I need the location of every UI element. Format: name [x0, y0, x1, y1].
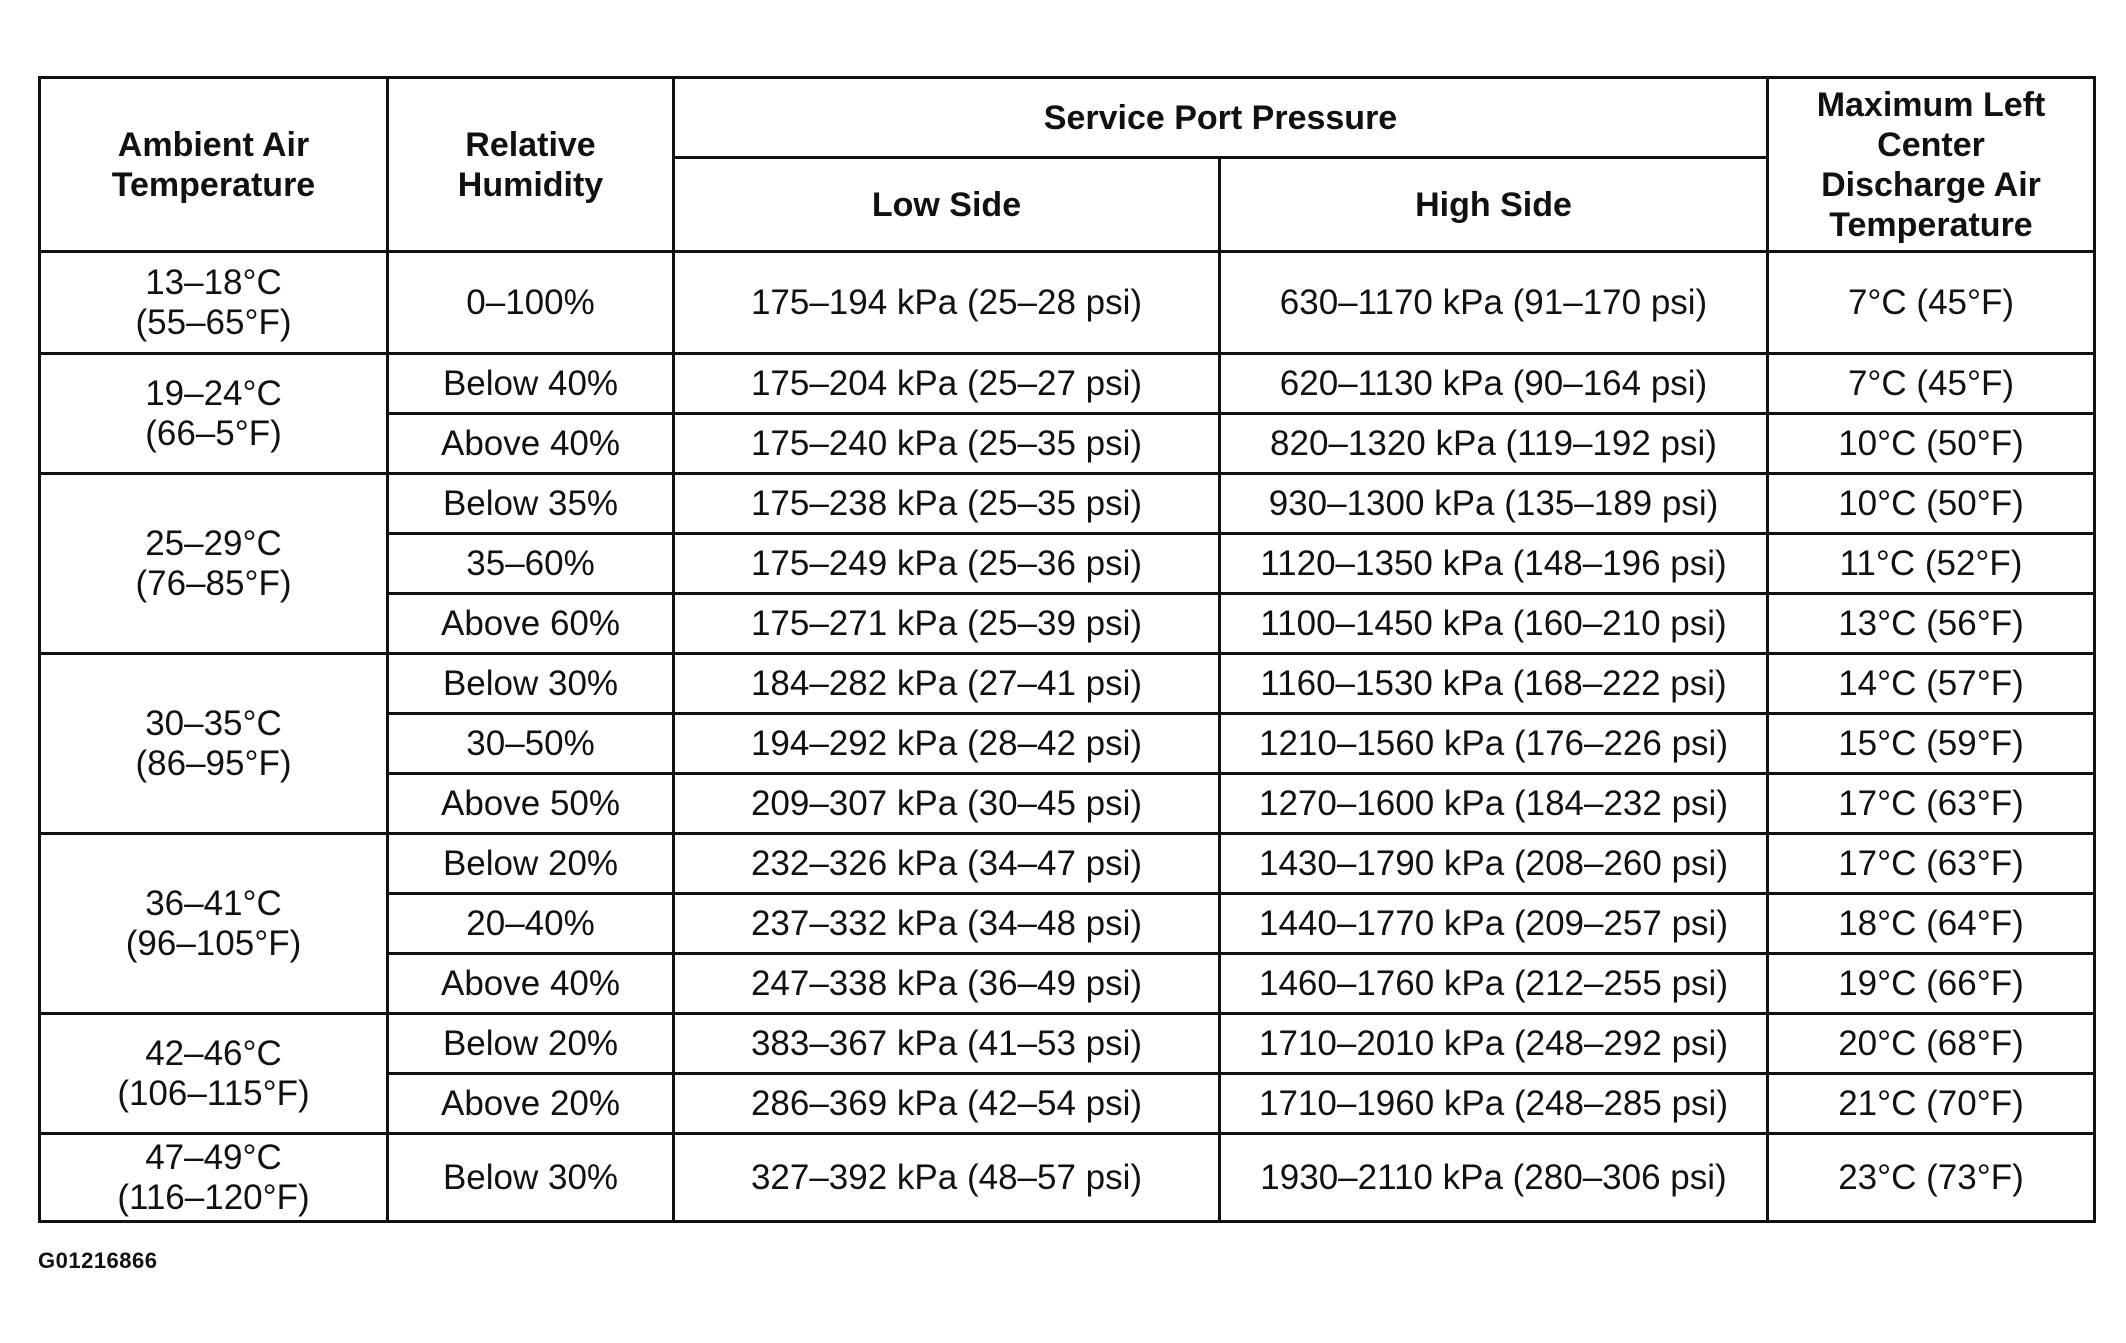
ambient-temperature-cell [40, 654, 388, 834]
header-ambient-air-temperature: Ambient Air Temperature [40, 78, 388, 252]
max-discharge-temp-cell: 14°C (57°F) [1768, 654, 2095, 714]
max-discharge-temp-cell: 20°C (68°F) [1768, 1014, 2095, 1074]
humidity-cell: Above 40% [388, 954, 674, 1014]
high-side-cell: 1930–2110 kPa (280–306 psi) [1220, 1134, 1768, 1222]
ambient-temperature-line: (55–65°F) [135, 302, 292, 342]
table-row [40, 654, 2095, 714]
table-row [40, 1014, 2095, 1074]
humidity-cell: Above 40% [388, 414, 674, 474]
high-side-cell: 630–1170 kPa (91–170 psi) [1220, 252, 1768, 354]
humidity-cell: 20–40% [388, 894, 674, 954]
low-side-cell: 175–271 kPa (25–39 psi) [674, 594, 1220, 654]
humidity-cell: Below 40% [388, 354, 674, 414]
header-service-port-pressure: Service Port Pressure [674, 78, 1768, 158]
max-discharge-temp-cell: 17°C (63°F) [1768, 834, 2095, 894]
high-side-cell: 1440–1770 kPa (209–257 psi) [1220, 894, 1768, 954]
table-row [40, 834, 2095, 894]
pressure-temperature-table [38, 76, 2096, 1223]
table-row [40, 474, 2095, 534]
low-side-cell: 175–238 kPa (25–35 psi) [674, 474, 1220, 534]
max-discharge-temp-cell: 10°C (50°F) [1768, 414, 2095, 474]
high-side-cell: 620–1130 kPa (90–164 psi) [1220, 354, 1768, 414]
ambient-temperature-line: 30–35°C [145, 703, 282, 743]
low-side-cell: 237–332 kPa (34–48 psi) [674, 894, 1220, 954]
table-row [40, 252, 2095, 354]
table-row [40, 354, 2095, 414]
max-discharge-temp-cell: 13°C (56°F) [1768, 594, 2095, 654]
ambient-temperature-cell [40, 252, 388, 354]
header-relative-humidity: Relative Humidity [388, 78, 674, 252]
max-discharge-temp-cell: 17°C (63°F) [1768, 774, 2095, 834]
high-side-cell: 930–1300 kPa (135–189 psi) [1220, 474, 1768, 534]
high-side-cell: 1120–1350 kPa (148–196 psi) [1220, 534, 1768, 594]
max-discharge-temp-cell: 7°C (45°F) [1768, 354, 2095, 414]
humidity-cell: Above 20% [388, 1074, 674, 1134]
low-side-cell: 184–282 kPa (27–41 psi) [674, 654, 1220, 714]
low-side-cell: 175–249 kPa (25–36 psi) [674, 534, 1220, 594]
ambient-temperature-cell [40, 834, 388, 1014]
high-side-cell: 1460–1760 kPa (212–255 psi) [1220, 954, 1768, 1014]
high-side-cell: 1710–1960 kPa (248–285 psi) [1220, 1074, 1768, 1134]
table-body [40, 252, 2095, 1222]
ambient-temperature-cell [40, 474, 388, 654]
low-side-cell: 286–369 kPa (42–54 psi) [674, 1074, 1220, 1134]
ambient-temperature-line: 36–41°C [145, 883, 282, 923]
ambient-temperature-line: 25–29°C [145, 523, 282, 563]
low-side-cell: 175–194 kPa (25–28 psi) [674, 252, 1220, 354]
humidity-cell: Above 50% [388, 774, 674, 834]
high-side-cell: 1430–1790 kPa (208–260 psi) [1220, 834, 1768, 894]
ambient-temperature-line: (66–5°F) [145, 413, 282, 453]
low-side-cell: 175–240 kPa (25–35 psi) [674, 414, 1220, 474]
figure-code: G01216866 [38, 1248, 158, 1273]
ambient-temperature-cell [40, 1014, 388, 1134]
high-side-cell: 1160–1530 kPa (168–222 psi) [1220, 654, 1768, 714]
low-side-cell: 194–292 kPa (28–42 psi) [674, 714, 1220, 774]
ambient-temperature-line: (106–115°F) [117, 1073, 310, 1113]
low-side-cell: 209–307 kPa (30–45 psi) [674, 774, 1220, 834]
header-max-discharge-air-temperature: Maximum Left Center Discharge Air Temperature [1768, 78, 2095, 252]
humidity-cell: Below 20% [388, 834, 674, 894]
ambient-temperature-cell [40, 354, 388, 474]
ambient-temperature-line: (96–105°F) [125, 923, 302, 963]
max-discharge-temp-cell: 10°C (50°F) [1768, 474, 2095, 534]
high-side-cell: 820–1320 kPa (119–192 psi) [1220, 414, 1768, 474]
ambient-temperature-line: (76–85°F) [135, 563, 292, 603]
humidity-cell: Below 20% [388, 1014, 674, 1074]
low-side-cell: 383–367 kPa (41–53 psi) [674, 1014, 1220, 1074]
max-discharge-temp-cell: 21°C (70°F) [1768, 1074, 2095, 1134]
low-side-cell: 327–392 kPa (48–57 psi) [674, 1134, 1220, 1222]
humidity-cell: 35–60% [388, 534, 674, 594]
high-side-cell: 1270–1600 kPa (184–232 psi) [1220, 774, 1768, 834]
high-side-cell: 1100–1450 kPa (160–210 psi) [1220, 594, 1768, 654]
low-side-cell: 247–338 kPa (36–49 psi) [674, 954, 1220, 1014]
humidity-cell: Below 35% [388, 474, 674, 534]
humidity-cell: 0–100% [388, 252, 674, 354]
max-discharge-temp-cell: 23°C (73°F) [1768, 1134, 2095, 1222]
ambient-temperature-line: (116–120°F) [117, 1177, 310, 1217]
humidity-cell: Above 60% [388, 594, 674, 654]
humidity-cell: 30–50% [388, 714, 674, 774]
header-low-side: Low Side [674, 158, 1220, 252]
ambient-temperature-line: (86–95°F) [135, 743, 292, 783]
max-discharge-temp-cell: 18°C (64°F) [1768, 894, 2095, 954]
high-side-cell: 1210–1560 kPa (176–226 psi) [1220, 714, 1768, 774]
table-row [40, 1134, 2095, 1222]
max-discharge-temp-cell: 15°C (59°F) [1768, 714, 2095, 774]
ambient-temperature-line: 42–46°C [145, 1033, 282, 1073]
high-side-cell: 1710–2010 kPa (248–292 psi) [1220, 1014, 1768, 1074]
low-side-cell: 232–326 kPa (34–47 psi) [674, 834, 1220, 894]
max-discharge-temp-cell: 19°C (66°F) [1768, 954, 2095, 1014]
ambient-temperature-cell [40, 1134, 388, 1222]
ambient-temperature-line: 13–18°C [145, 262, 282, 302]
ambient-temperature-line: 47–49°C [145, 1137, 282, 1177]
max-discharge-temp-cell: 7°C (45°F) [1768, 252, 2095, 354]
max-discharge-temp-cell: 11°C (52°F) [1768, 534, 2095, 594]
humidity-cell: Below 30% [388, 654, 674, 714]
ambient-temperature-line: 19–24°C [145, 373, 282, 413]
header-high-side: High Side [1220, 158, 1768, 252]
humidity-cell: Below 30% [388, 1134, 674, 1222]
low-side-cell: 175–204 kPa (25–27 psi) [674, 354, 1220, 414]
